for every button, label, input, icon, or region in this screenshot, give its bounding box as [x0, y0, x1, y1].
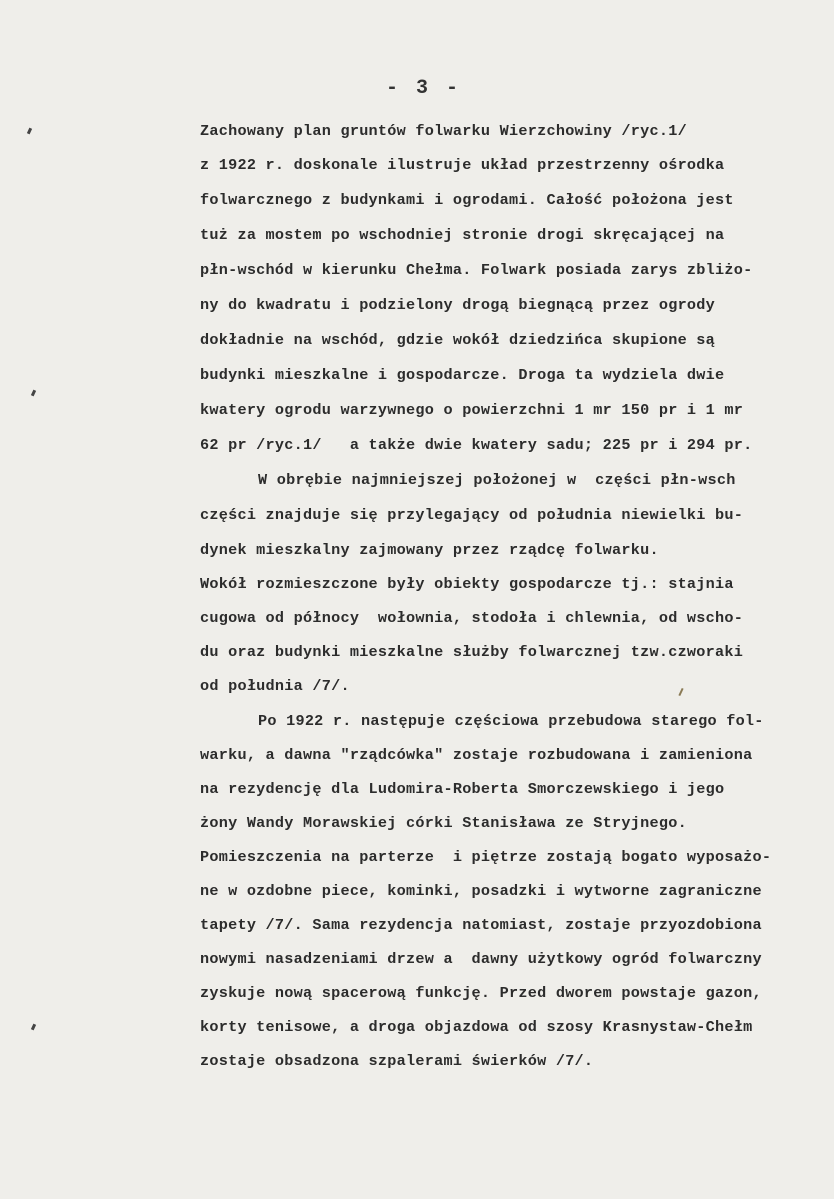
text-line: ny do kwadratu i podzielony drogą biegnącą przez ogrody [200, 296, 716, 314]
text-line: tuż za mostem po wschodniej stronie drogi skręcającej na [200, 226, 725, 244]
text-line: ne w ozdobne piece, kominki, posadzki i wytworne zagraniczne [200, 882, 762, 900]
text-line: 62 pr /ryc.1/ a także dwie kwatery sadu; 225 pr i 294 pr. [200, 436, 753, 454]
text-line: płn-wschód w kierunku Chełma. Folwark posiada zarys zbliżo- [200, 261, 753, 279]
text-line: tapety /7/. Sama rezydencja natomiast, zostaje przyozdobiona [200, 916, 762, 934]
text-line: Pomieszczenia na parterze i piętrze zostają bogato wyposażo- [200, 848, 772, 866]
text-line: nowymi nasadzeniami drzew a dawny użytkowy ogród folwarczny [200, 950, 762, 968]
text-line: kwatery ogrodu warzywnego o powierzchni 1 mr 150 pr i 1 mr [200, 401, 744, 419]
text-line: dynek mieszkalny zajmowany przez rządcę folwarku. [200, 541, 659, 559]
text-line: na rezydencję dla Ludomira-Roberta Smorczewskiego i jego [200, 780, 725, 798]
margin-mark [31, 390, 36, 397]
text-line: żony Wandy Morawskiej córki Stanisława ze Stryjnego. [200, 814, 687, 832]
text-line: warku, a dawna "rządcówka" zostaje rozbudowana i zamieniona [200, 746, 753, 764]
text-line: korty tenisowe, a droga objazdowa od szosy Krasnystaw-Chełm [200, 1018, 753, 1036]
text-line: du oraz budynki mieszkalne służby folwarcznej tzw.czworaki [200, 643, 744, 661]
text-line: Zachowany plan gruntów folwarku Wierzchowiny /ryc.1/ [200, 122, 687, 140]
page-number: - 3 - [386, 77, 462, 100]
margin-mark [678, 688, 683, 696]
text-line: zyskuje nową spacerową funkcję. Przed dworem powstaje gazon, [200, 984, 762, 1002]
text-line: dokładnie na wschód, gdzie wokół dziedzińca skupione są [200, 331, 716, 349]
text-line: W obrębie najmniejszej położonej w części płn-wsch [258, 471, 736, 489]
text-line: Wokół rozmieszczone były obiekty gospodarcze tj.: stajnia [200, 575, 734, 593]
text-line: od południa /7/. [200, 677, 350, 695]
text-line: z 1922 r. doskonale ilustruje układ przestrzenny ośrodka [200, 156, 725, 174]
text-line: cugowa od północy wołownia, stodoła i chlewnia, od wscho- [200, 609, 744, 627]
text-line: budynki mieszkalne i gospodarcze. Droga ta wydziela dwie [200, 366, 725, 384]
margin-mark [31, 1024, 36, 1031]
margin-mark [27, 128, 32, 135]
text-line: części znajduje się przylegający od południa niewielki bu- [200, 506, 744, 524]
text-line: zostaje obsadzona szpalerami świerków /7/. [200, 1052, 594, 1070]
text-line: folwarcznego z budynkami i ogrodami. Całość położona jest [200, 191, 734, 209]
text-line: Po 1922 r. następuje częściowa przebudowa starego fol- [258, 712, 764, 730]
